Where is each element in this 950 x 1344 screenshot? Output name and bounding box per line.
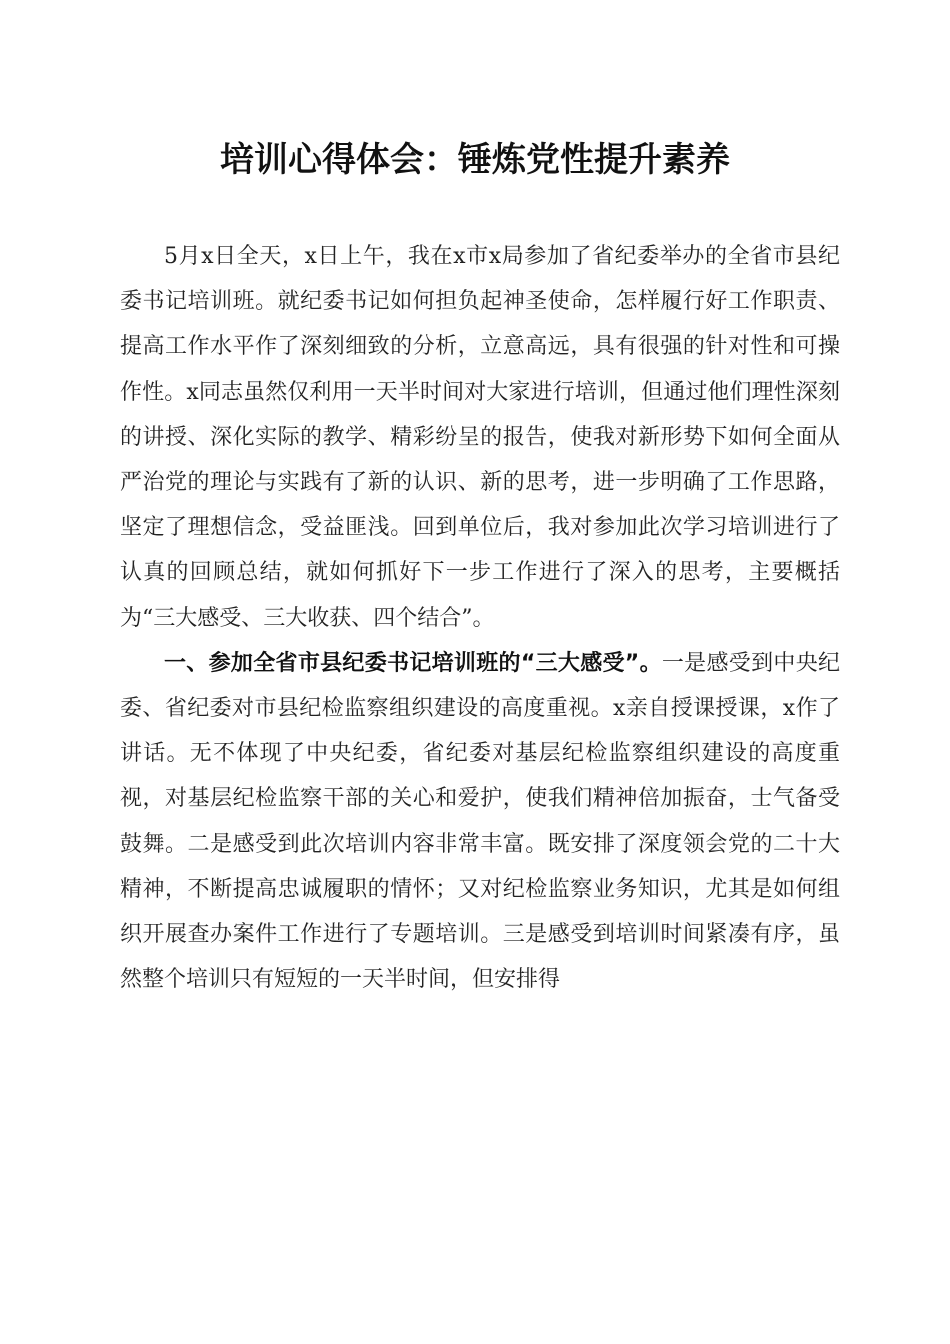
document-title: 培训心得体会：锤炼党性提升素养 [220, 140, 730, 180]
paragraph-intro-text: 5月x日全天，x日上午，我在x市x局参加了省纪委举办的全省市县纪委书记培训班。就纪委书记如何担负起神圣使命，怎样履行好工作职责、提高工作水平作了深刻细致的分析，立意高远，具有很强的针对性和可操作性。x同志虽然仅利用一天半时间对大家进行培训，但通过他们理性深刻的讲授、深化实际的教学、精彩纷呈的报告，使我对新形势下如何全面从严治党的理论与实践有了新的认识、新的思考，进一步明确了工作思路，坚定了理想信念，受益匪浅。回到单位后，我对参加此次学习培训进行了认真的回顾总结，就如何抓好下一步工作进行了深入的思考，主要概括为“三大感受、三大收获、四个结合”。 [120, 244, 840, 631]
paragraph-section-one [120, 641, 840, 1003]
section-one-heading: 一、参加全省市县纪委书记培训班的“三大感受”。 [164, 650, 662, 676]
paragraph-intro [120, 234, 840, 641]
document-body [120, 234, 840, 1002]
section-one-text: 一是感受到中央纪委、省纪委对市县纪检监察组织建设的高度重视。x亲自授课授课，x作了讲话。无不体现了中央纪委，省纪委对基层纪检监察组织建设的高度重视，对基层纪检监察干部的关心和爱护，使我们精神倍加振奋，士气备受鼓舞。二是感受到此次培训内容非常丰富。既安排了深度领会党的二十大精神，不断提高忠诚履职的情怀；又对纪检监察业务知识，尤其是如何组织开展查办案件工作进行了专题培训。三是感受到培训时间紧凑有序，虽然整个培训只有短短的一天半时间，但安排得 [120, 650, 840, 993]
